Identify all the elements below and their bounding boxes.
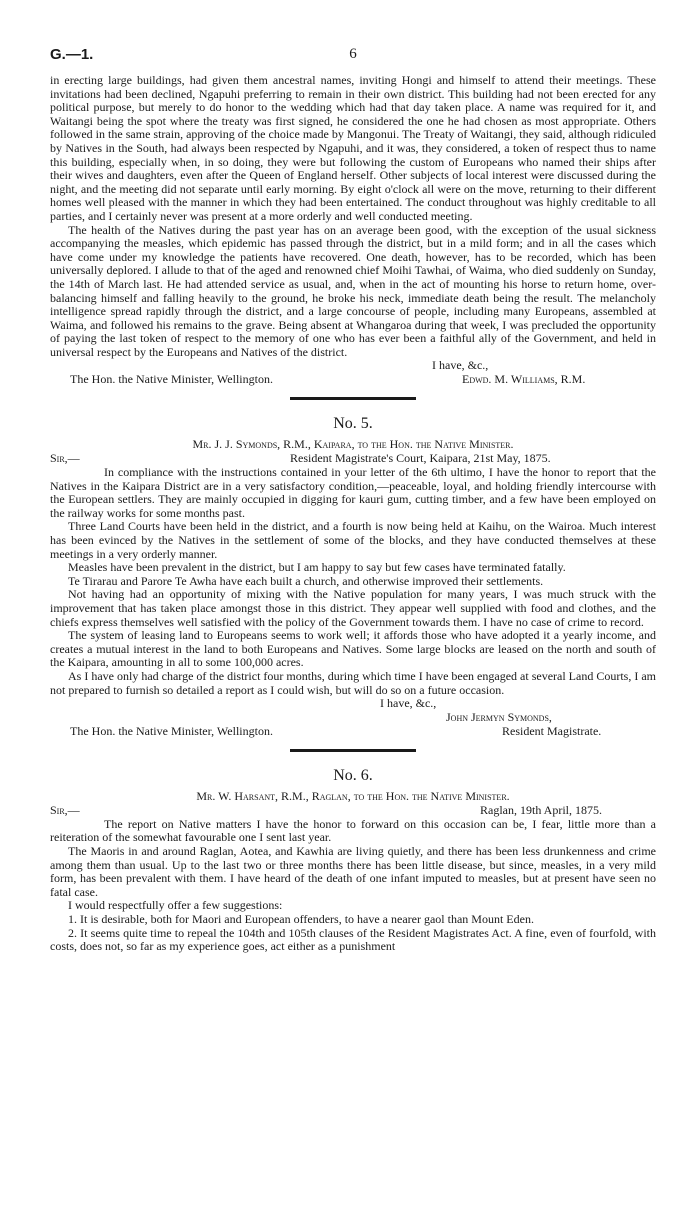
letter-number: No. 5. [333,415,373,433]
paragraph: In compliance with the instructions contained in your letter of the 6th ultimo, I have the honor to report that the Natives in the Kaipara District are in a very satisfactory condition,—peaceable, loyal, and holding friendly intercourse with the European settlers. They are mainly occupied in digging for kauri gum, cutting timber, and a few have been employed on the railway works for some months past. [50,465,656,520]
letter-heading: Mr. J. J. Symonds, R.M., Kaipara, to the Hon. the Native Minister. [192,437,514,452]
dateline-row [50,804,656,818]
paragraph: I would respectfully offer a few suggestions: [68,898,283,913]
page-number: 6 [349,46,357,62]
document-code: G.—1. [50,46,94,63]
closing-row [50,359,656,373]
closing: I have, &c., [380,696,437,711]
paragraph: 2. It seems quite time to repeal the 104th and 105th clauses of the Resident Magistrates Act. A fine, even of fourfold, with costs, does not, so far as my experience goes, act either as a punishment [50,925,656,954]
paragraph: in erecting large buildings, had given them ancestral names, inviting Hongi and himself to attend their meetings. These invitations had been declined, Ngapuhi preferring to remain in their own district. This building had not been erected for any political purpose, but merely to do honor to the wedding which had that day taken place. A name was required for it, and Waitangi being the spot where the treaty was first signed, he considered the one he had chosen as most appropriate. Others followed in the same strain, approving of the choice made by Mangonui. The Treaty of Waitangi, they said, although ridiculed by Natives in the South, had always been respected by Ngapuhi, and it was, they considered, a token of respect thus to name this building, especially when, in so doing, they were but following the custom of Europeans who named their ships after their wives and daughters, even after the Queen of England herself. Other subjects of local interest were discussed during the night, and the meeting did not separate until early morning. By eight o'clock all were on the move, returning to their different homes well pleased with the manner in which they had been entertained. The conduct throughout was highly creditable to all parties, and I certainly never was present at a more orderly and well conducted meeting. [50,73,656,223]
dateline-row [50,452,656,466]
signature-row [50,711,656,725]
closing: I have, &c., [432,358,489,373]
paragraph: Measles have been prevalent in the district, but I am happy to say but few cases have terminated fatally. [68,560,566,575]
addressee: The Hon. the Native Minister, Wellington. [70,724,273,739]
salutation: Sir,— [50,802,80,817]
section-divider [290,397,416,400]
running-head [50,48,656,74]
letter-number: No. 6. [333,767,373,785]
signature: Edwd. M. Williams, R.M. [462,372,586,387]
addressee: The Hon. the Native Minister, Wellington. [70,372,273,387]
paragraph: The Maoris in and around Raglan, Aotea, and Kawhia are living quietly, and there has been less drunkenness and crime among them than usual. Up to the last two or three months there has been little disease, but since, measles, in a very mild form, has been prevalent with them. I have heard of the death of one infant imputed to measles, but at present have seen no fatal case. [50,843,656,899]
signature-row [50,373,656,387]
section-divider [290,749,416,752]
paragraph: Not having had an opportunity of mixing with the Native population for many years, I was much struck with the improvement that has taken place amongst those in this district. They appear well supplied with food and clothes, and the chiefs express themselves well satisfied with the policy of the Government towards them. I have no case of crime to record. [50,587,656,629]
signature: John Jermyn Symonds, [446,710,552,725]
paragraph: The health of the Natives during the past year has on an average been good, with the exception of the usual sickness accompanying the measles, which epidemic has passed through the district, but in a mild form; and in all the cases which have come under my knowledge the patients have recovered. One death, however, has to be recorded, which has been universally deplored. I allude to that of the aged and renowned chief Moihi Tawhai, of Waima, who died suddenly on Sunday, the 14th of March last. He had attended service as usual, and, when in the act of mounting his horse to return home, over-balancing himself and falling heavily to the ground, he broke his neck, immediate death being the result. The melancholy intelligence spread rapidly through the district, and a large concourse of people, including many Europeans, assembled at Waima, and followed his remains to the grave. Being absent at Whangaroa during that week, I was precluded the opportunity of paying the last token of respect to the memory of one who has ever been a faithful ally of the Government, and held in universal respect by the Europeans and Natives of the district. [50,222,656,359]
paragraph: Three Land Courts have been held in the district, and a fourth is now being held at Kaihu, on the Wairoa. Much interest has been evinced by the Natives in the settlement of some of the blocks, and they have conducted themselves at these meetings in a very orderly manner. [50,519,656,561]
addressee-row [50,725,656,739]
dateline: Raglan, 19th April, 1875. [480,802,602,817]
paragraph: The report on Native matters I have the honor to forward on this occasion can be, I fear, little more than a reiteration of the somewhat favourable one I sent last year. [50,816,656,845]
paragraph: 1. It is desirable, both for Maori and European offenders, to have a nearer gaol than Mount Eden. [68,911,534,926]
paragraph: As I have only had charge of the district four months, during which time I have been engaged at several Land Courts, I am not prepared to furnish so detailed a report as I could wish, but will do so on a future occasion. [50,668,656,697]
paragraph: Te Tirarau and Parore Te Awha have each built a church, and otherwise improved their settlements. [68,573,544,588]
salutation: Sir,— [50,451,80,466]
paragraph: The system of leasing land to Europeans seems to work well; it affords those who have adopted it a yearly income, and creates a mutual interest in the land to both Europeans and Natives. Some large blocks are leased on the north and south of the Kaipara, amounting in all to some 100,000 acres. [50,628,656,670]
dateline: Resident Magistrate's Court, Kaipara, 21st May, 1875. [290,451,551,466]
letter-heading: Mr. W. Harsant, R.M., Raglan, to the Hon. the Native Minister. [196,789,510,804]
signatory-title: Resident Magistrate. [502,724,602,739]
closing-row [50,697,656,711]
